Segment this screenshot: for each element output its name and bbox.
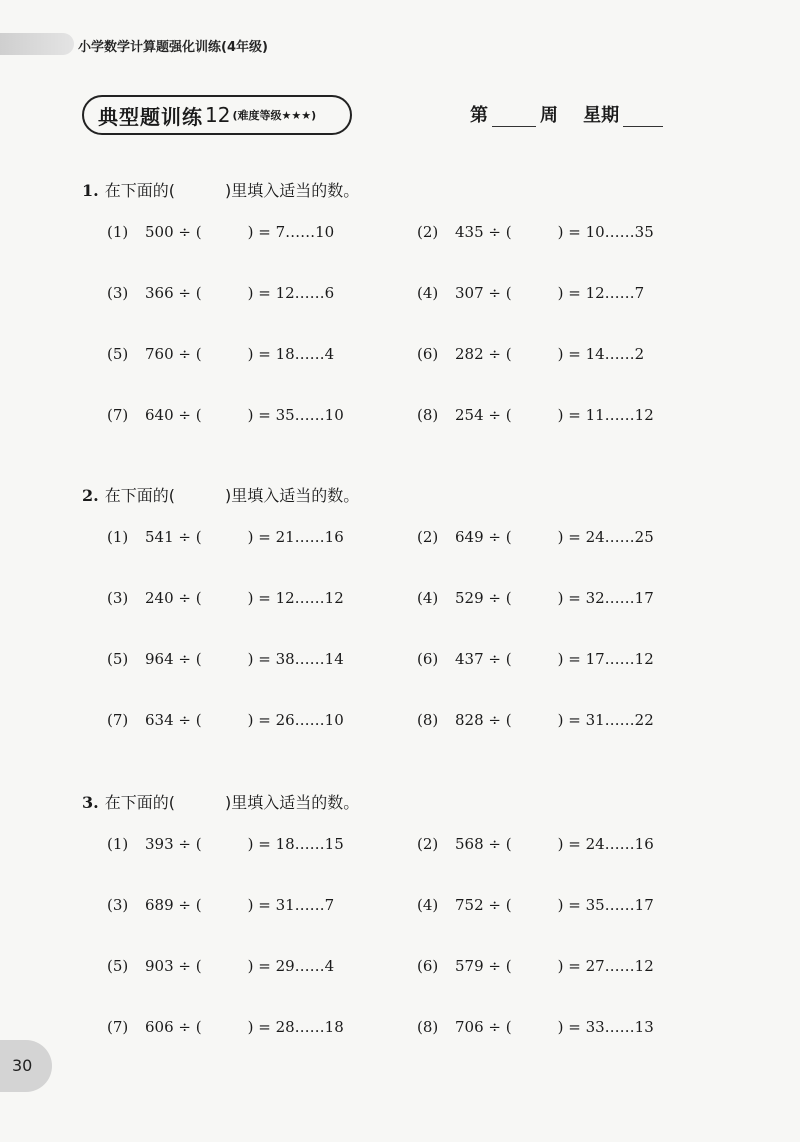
remainder: 17 [634, 589, 654, 607]
problem-label: (3) [107, 896, 129, 914]
remainder: 13 [634, 1018, 654, 1036]
remainder: 4 [324, 957, 335, 975]
dividend: 640 [145, 406, 174, 424]
division-problem: (5) 964 ÷ ( ) = 38……14 [107, 650, 344, 668]
remainder: 18 [324, 1018, 344, 1036]
division-problem: (7) 606 ÷ ( ) = 28……18 [107, 1018, 344, 1036]
problem-label: (3) [107, 589, 129, 607]
division-problem: (3) 366 ÷ ( ) = 12……6 [107, 284, 335, 302]
quotient: 18 [275, 345, 295, 363]
exercise-title: 典型题训练 [98, 104, 203, 129]
weekday-blank[interactable] [623, 106, 663, 127]
problem-label: (8) [417, 711, 439, 729]
quotient: 11 [585, 406, 605, 424]
remainder: 12 [634, 650, 654, 668]
problem-label: (3) [107, 284, 129, 302]
book-title: 小学数学计算题强化训练(4年级) [78, 40, 268, 55]
quotient: 29 [275, 957, 295, 975]
section-number: 1. [82, 181, 99, 200]
division-problem: (2) 435 ÷ ( ) = 10……35 [417, 223, 654, 241]
remainder: 6 [324, 284, 335, 302]
division-problem: (3) 240 ÷ ( ) = 12……12 [107, 589, 344, 607]
division-problem: (7) 640 ÷ ( ) = 35……10 [107, 406, 344, 424]
dividend: 240 [145, 589, 174, 607]
quotient: 32 [585, 589, 605, 607]
problem-label: (8) [417, 1018, 439, 1036]
problem-label: (5) [107, 345, 129, 363]
remainder: 4 [324, 345, 335, 363]
division-problem: (8) 254 ÷ ( ) = 11……12 [417, 406, 654, 424]
quotient: 28 [275, 1018, 295, 1036]
division-problem: (2) 568 ÷ ( ) = 24……16 [417, 835, 654, 853]
section-number: 3. [82, 793, 99, 812]
quotient: 18 [275, 835, 295, 853]
quotient: 26 [275, 711, 295, 729]
problem-label: (2) [417, 223, 439, 241]
quotient: 10 [585, 223, 605, 241]
date-di: 第 [470, 105, 488, 126]
section-instruction [82, 790, 359, 813]
dividend: 500 [145, 223, 174, 241]
quotient: 27 [585, 957, 605, 975]
problem-label: (7) [107, 406, 129, 424]
dividend: 282 [455, 345, 484, 363]
dividend: 649 [455, 528, 484, 546]
quotient: 33 [585, 1018, 605, 1036]
division-problem: (6) 579 ÷ ( ) = 27……12 [417, 957, 654, 975]
division-problem: (2) 649 ÷ ( ) = 24……25 [417, 528, 654, 546]
remainder: 2 [634, 345, 645, 363]
remainder: 7 [324, 896, 335, 914]
dividend: 307 [455, 284, 484, 302]
remainder: 25 [634, 528, 654, 546]
page-number: 30 [12, 1056, 33, 1075]
section-instruction [82, 178, 359, 201]
problem-label: (1) [107, 835, 129, 853]
instruction-part-b: )里填入适当的数。 [224, 181, 360, 200]
remainder: 12 [634, 406, 654, 424]
quotient: 31 [275, 896, 295, 914]
division-problem: (4) 307 ÷ ( ) = 12……7 [417, 284, 645, 302]
quotient: 12 [585, 284, 605, 302]
dividend: 634 [145, 711, 174, 729]
difficulty-level: (难度等级★★★) [232, 109, 317, 122]
problem-label: (2) [417, 528, 439, 546]
division-problem: (5) 903 ÷ ( ) = 29……4 [107, 957, 335, 975]
quotient: 38 [275, 650, 295, 668]
header-tab [0, 33, 74, 55]
division-problem: (8) 828 ÷ ( ) = 31……22 [417, 711, 654, 729]
dividend: 828 [455, 711, 484, 729]
problem-label: (6) [417, 957, 439, 975]
instruction-part-a: 在下面的( [104, 486, 175, 505]
dividend: 435 [455, 223, 484, 241]
dividend: 706 [455, 1018, 484, 1036]
problem-label: (6) [417, 650, 439, 668]
quotient: 21 [275, 528, 295, 546]
quotient: 24 [585, 528, 605, 546]
instruction-part-b: )里填入适当的数。 [224, 486, 360, 505]
problem-label: (7) [107, 1018, 129, 1036]
instruction-part-a: 在下面的( [104, 793, 175, 812]
problem-label: (5) [107, 650, 129, 668]
division-problem: (6) 282 ÷ ( ) = 14……2 [417, 345, 645, 363]
division-problem: (4) 529 ÷ ( ) = 32……17 [417, 589, 654, 607]
problem-label: (8) [417, 406, 439, 424]
division-problem: (1) 541 ÷ ( ) = 21……16 [107, 528, 344, 546]
dividend: 606 [145, 1018, 174, 1036]
problem-label: (7) [107, 711, 129, 729]
quotient: 14 [585, 345, 605, 363]
date-zhou: 周 [540, 105, 558, 126]
dividend: 579 [455, 957, 484, 975]
quotient: 17 [585, 650, 605, 668]
dividend: 393 [145, 835, 174, 853]
remainder: 10 [324, 711, 344, 729]
problem-label: (2) [417, 835, 439, 853]
division-problem: (7) 634 ÷ ( ) = 26……10 [107, 711, 344, 729]
exercise-number: 12 [205, 103, 231, 127]
exercise-title-box [82, 95, 352, 135]
division-problem: (3) 689 ÷ ( ) = 31……7 [107, 896, 335, 914]
date-xingqi: 星期 [583, 105, 620, 126]
quotient: 12 [275, 284, 295, 302]
dividend: 689 [145, 896, 174, 914]
remainder: 22 [634, 711, 654, 729]
quotient: 35 [585, 896, 605, 914]
division-problem: (6) 437 ÷ ( ) = 17……12 [417, 650, 654, 668]
remainder: 16 [324, 528, 344, 546]
date-line [470, 101, 667, 127]
dividend: 437 [455, 650, 484, 668]
problem-label: (4) [417, 589, 439, 607]
dividend: 568 [455, 835, 484, 853]
quotient: 35 [275, 406, 295, 424]
instruction-part-b: )里填入适当的数。 [224, 793, 360, 812]
dividend: 903 [145, 957, 174, 975]
dividend: 529 [455, 589, 484, 607]
problem-label: (6) [417, 345, 439, 363]
division-problem: (5) 760 ÷ ( ) = 18……4 [107, 345, 335, 363]
division-problem: (8) 706 ÷ ( ) = 33……13 [417, 1018, 654, 1036]
remainder: 17 [634, 896, 654, 914]
section-number: 2. [82, 486, 99, 505]
problem-label: (1) [107, 528, 129, 546]
dividend: 366 [145, 284, 174, 302]
quotient: 24 [585, 835, 605, 853]
remainder: 14 [324, 650, 344, 668]
remainder: 16 [634, 835, 654, 853]
remainder: 15 [324, 835, 344, 853]
remainder: 10 [324, 406, 344, 424]
quotient: 12 [275, 589, 295, 607]
dividend: 254 [455, 406, 484, 424]
remainder: 35 [634, 223, 654, 241]
dividend: 541 [145, 528, 174, 546]
remainder: 12 [634, 957, 654, 975]
week-blank[interactable] [492, 106, 536, 127]
dividend: 760 [145, 345, 174, 363]
problem-label: (4) [417, 896, 439, 914]
problem-label: (5) [107, 957, 129, 975]
division-problem: (1) 500 ÷ ( ) = 7……10 [107, 223, 335, 241]
remainder: 10 [315, 223, 335, 241]
dividend: 752 [455, 896, 484, 914]
division-problem: (4) 752 ÷ ( ) = 35……17 [417, 896, 654, 914]
remainder: 7 [634, 284, 645, 302]
remainder: 12 [324, 589, 344, 607]
problem-label: (4) [417, 284, 439, 302]
quotient: 7 [275, 223, 286, 241]
division-problem: (1) 393 ÷ ( ) = 18……15 [107, 835, 344, 853]
instruction-part-a: 在下面的( [104, 181, 175, 200]
quotient: 31 [585, 711, 605, 729]
problem-label: (1) [107, 223, 129, 241]
section-instruction [82, 483, 359, 506]
dividend: 964 [145, 650, 174, 668]
